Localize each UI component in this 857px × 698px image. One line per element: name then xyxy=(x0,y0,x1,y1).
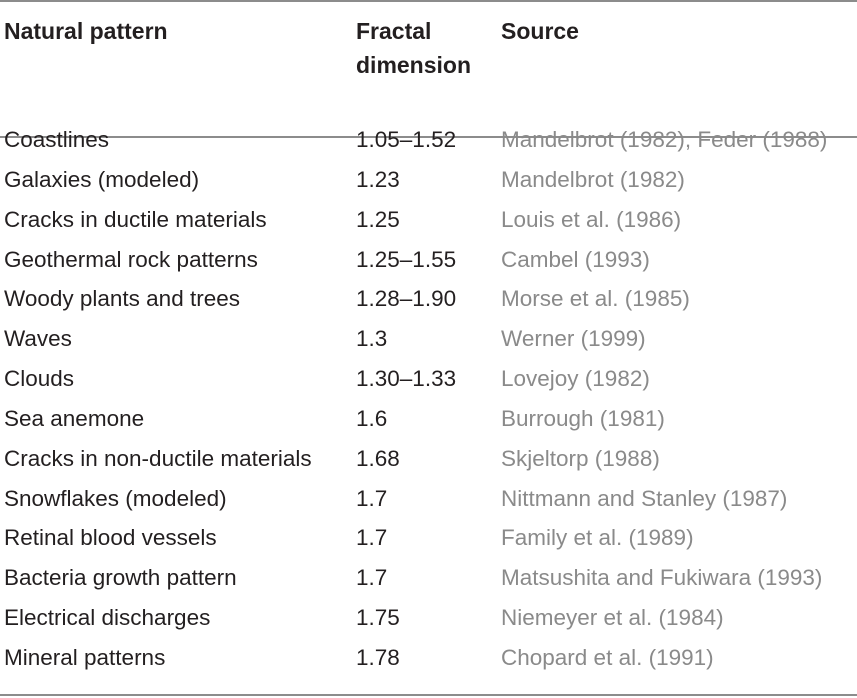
pattern-cell: Snowflakes (modeled) xyxy=(4,485,227,511)
source-cell: Mandelbrot (1982), Feder (1988) xyxy=(501,127,828,152)
table-row xyxy=(0,399,857,439)
dimension-cell: 1.28–1.90 xyxy=(356,286,457,312)
top-rule xyxy=(0,0,857,2)
dimension-cell: 1.30–1.33 xyxy=(356,366,457,392)
pattern-cell: Electrical discharges xyxy=(4,605,211,631)
source-cell: Mandelbrot (1982) xyxy=(501,166,685,192)
source-cell: Matsushita and Fukiwara (1993) xyxy=(501,565,823,591)
dimension-cell: 1.25–1.55 xyxy=(356,246,457,272)
dimension-cell: 1.7 xyxy=(356,485,388,511)
table-row xyxy=(0,638,857,678)
source-cell: Louis et al. (1986) xyxy=(501,206,682,232)
source-cell: Niemeyer et al. (1984) xyxy=(501,605,724,631)
bottom-rule xyxy=(0,694,857,696)
table-row xyxy=(0,240,857,280)
table-row xyxy=(0,439,857,479)
pattern-cell: Woody plants and trees xyxy=(4,286,240,312)
pattern-cell: Coastlines xyxy=(4,127,110,152)
table-row xyxy=(0,200,857,240)
header-fractal-dimension: Fractal dimension xyxy=(356,18,472,78)
dimension-cell: 1.6 xyxy=(356,405,388,431)
dimension-cell: 1.75 xyxy=(356,605,400,631)
source-cell: Burrough (1981) xyxy=(501,405,665,431)
source-cell: Cambel (1993) xyxy=(501,246,650,272)
source-cell: Nittmann and Stanley (1987) xyxy=(501,485,788,511)
table-body xyxy=(0,120,857,678)
header-natural-pattern: Natural pattern xyxy=(4,18,168,44)
pattern-cell: Clouds xyxy=(4,366,75,392)
pattern-cell: Geothermal rock patterns xyxy=(4,246,258,272)
pattern-cell: Cracks in non-ductile materials xyxy=(4,445,312,471)
source-cell: Family et al. (1989) xyxy=(501,525,694,551)
source-cell: Chopard et al. (1991) xyxy=(501,644,714,670)
source-cell: Morse et al. (1985) xyxy=(501,286,690,312)
pattern-cell: Bacteria growth pattern xyxy=(4,565,237,591)
dimension-cell: 1.7 xyxy=(356,525,388,551)
pattern-cell: Waves xyxy=(4,326,72,352)
source-cell: Skjeltorp (1988) xyxy=(501,445,660,471)
table-row xyxy=(0,598,857,638)
table-row xyxy=(0,518,857,558)
table-row xyxy=(0,160,857,200)
header-source: Source xyxy=(501,18,579,44)
pattern-cell: Cracks in ductile materials xyxy=(4,206,267,232)
pattern-cell: Retinal blood vessels xyxy=(4,525,217,551)
source-cell: Lovejoy (1982) xyxy=(501,366,650,392)
dimension-cell: 1.3 xyxy=(356,326,388,352)
dimension-cell: 1.23 xyxy=(356,166,400,192)
table-row xyxy=(0,359,857,399)
table-row xyxy=(0,479,857,519)
dimension-cell: 1.68 xyxy=(356,445,400,471)
table-row xyxy=(0,120,857,160)
pattern-cell: Mineral patterns xyxy=(4,644,166,670)
dimension-cell: 1.25 xyxy=(356,206,400,232)
table-row xyxy=(0,319,857,359)
pattern-cell: Sea anemone xyxy=(4,405,145,431)
dimension-cell: 1.78 xyxy=(356,644,400,670)
table-row xyxy=(0,279,857,319)
table-row xyxy=(0,558,857,598)
dimension-cell: 1.05–1.52 xyxy=(356,127,457,152)
dimension-cell: 1.7 xyxy=(356,565,388,591)
source-cell: Werner (1999) xyxy=(501,326,646,352)
pattern-cell: Galaxies (modeled) xyxy=(4,166,200,192)
